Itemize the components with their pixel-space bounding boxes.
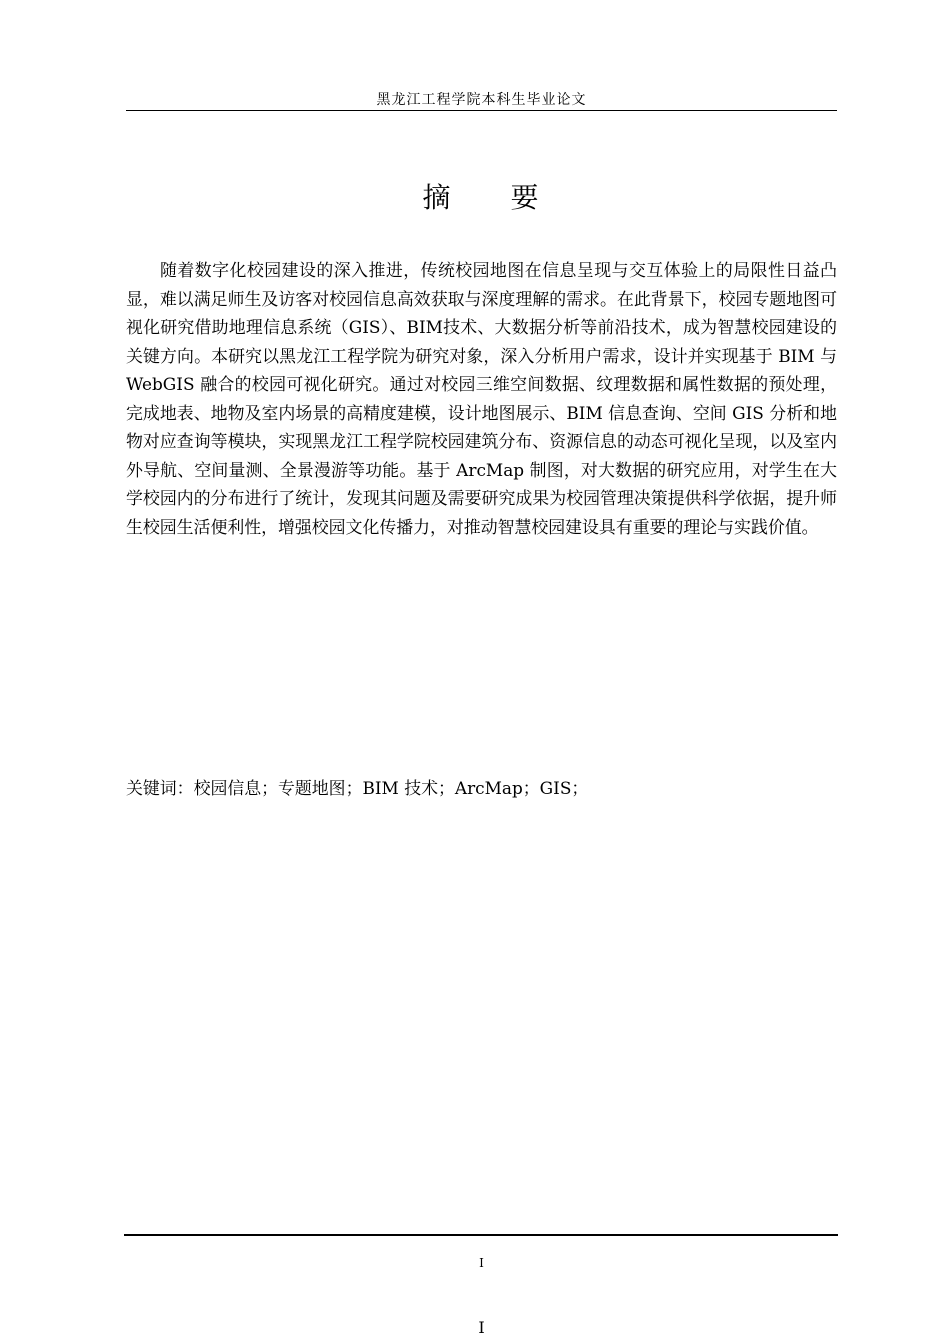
abstract-title — [126, 180, 837, 216]
abstract-title-char-2: 要 — [510, 181, 541, 214]
abstract-body: 随着数字化校园建设的深入推进，传统校园地图在信息呈现与交互体验上的局限性日益凸显，难以满足师生及访客对校园信息高效获取与深度理解的需求。在此背景下，校园专题地图可视化研究借助地理信息系统（GIS）、BIM技术、大数据分析等前沿技术，成为智慧校园建设的关键方向。本研究以黑龙江工程学院为研究对象，深入分析用户需求，设计并实现基于 BIM 与 WebGIS 融合的校园可视化研究。通过对校园三维空间数据、纹理数据和属性数据的预处理，完成地表、地物及室内场景的高精度建模，设计地图展示、BIM 信息查询、空间 GIS 分析和地物对应查询等模块，实现黑龙江工程学院校园建筑分布、资源信息的动态可视化呈现，以及室内外导航、空间量测、全景漫游等功能。基于 ArcMap 制图，对大数据的研究应用，对学生在大学校园内的分布进行了统计，发现其问题及需要研究成果为校园管理决策提供科学依据，提升师生校园生活便利性，增强校园文化传播力，对推动智慧校园建设具有重要的理论与实践价值。 — [126, 260, 837, 537]
abstract-title-char-1: 摘 — [422, 181, 453, 214]
page-number: I — [479, 1256, 484, 1270]
keywords-label: 关键词： — [126, 778, 194, 798]
header-divider — [126, 110, 837, 111]
running-header: 黑龙江工程学院本科生毕业论文 — [376, 92, 587, 108]
footer-divider — [124, 1234, 838, 1236]
page-number-bottom: I — [478, 1318, 485, 1337]
keywords-text: 校园信息；专题地图；BIM 技术；ArcMap；GIS； — [193, 778, 589, 798]
keywords-line — [126, 774, 837, 802]
